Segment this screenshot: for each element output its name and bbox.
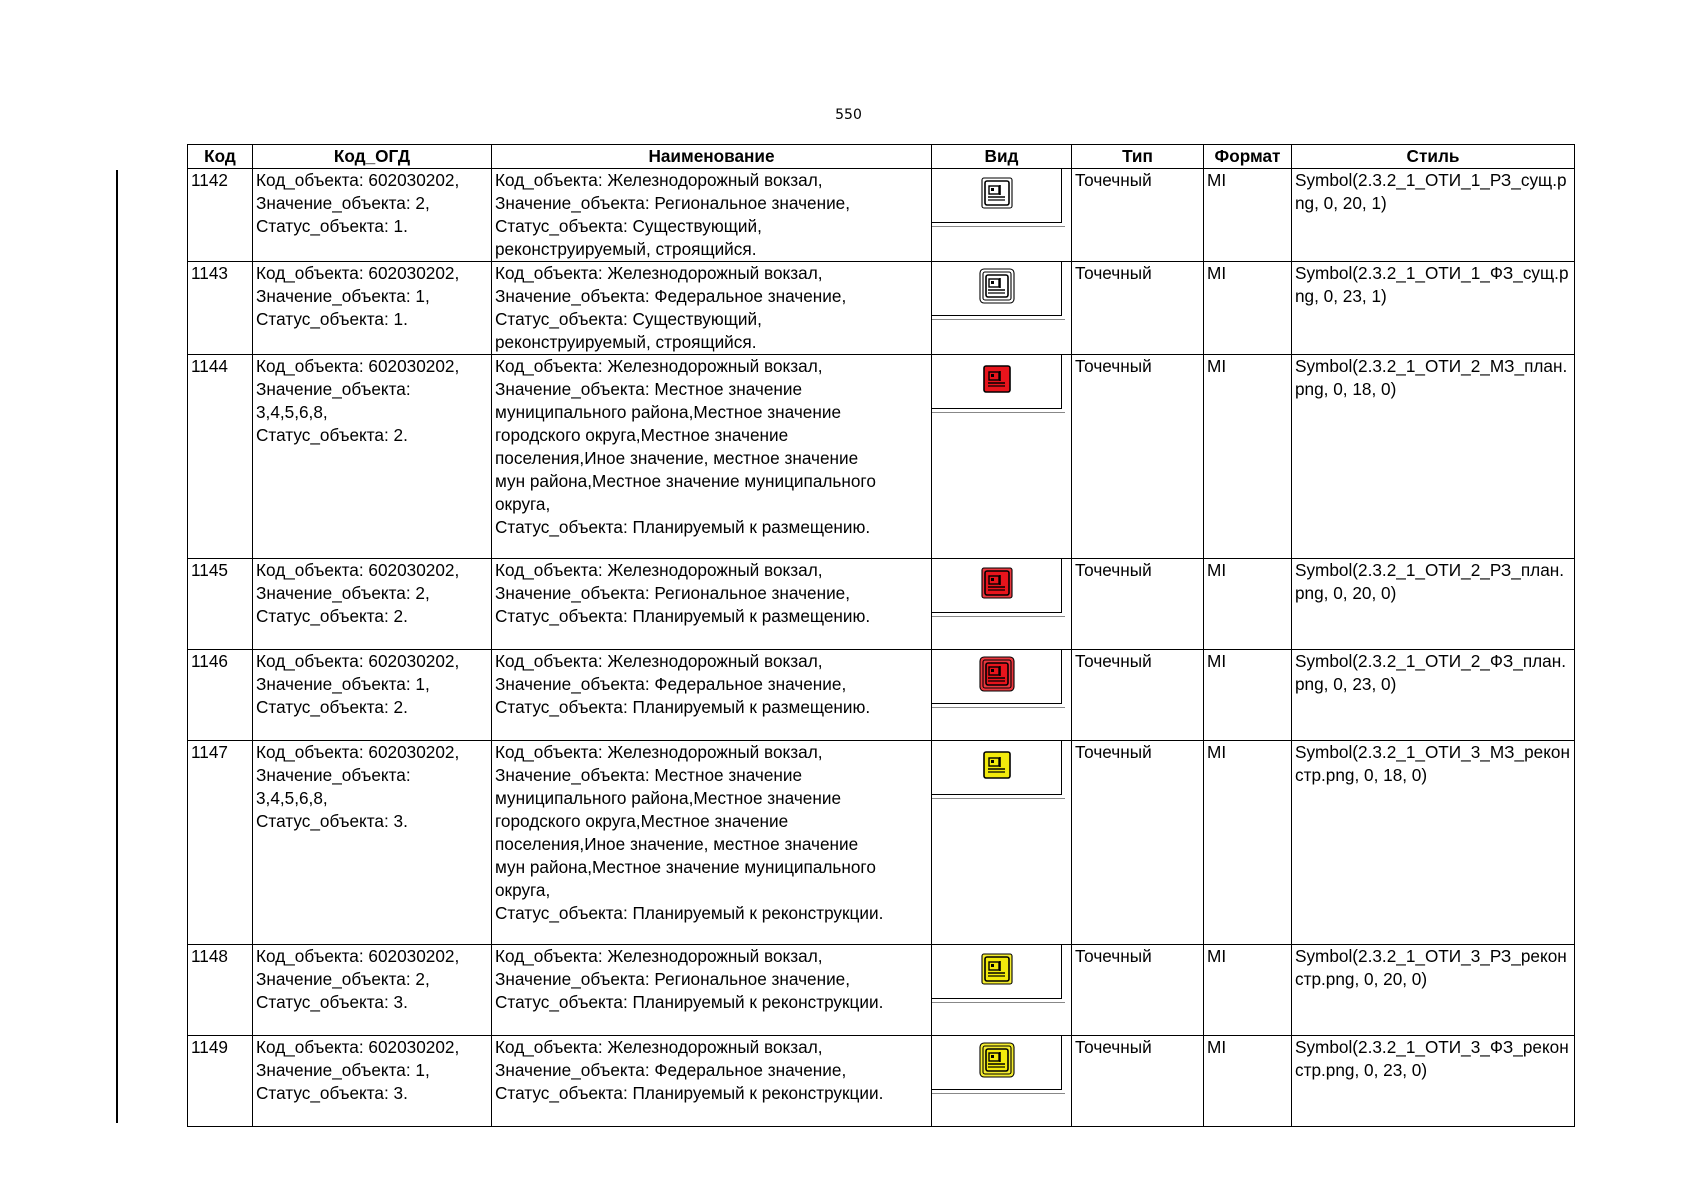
railway-station-reconstruction-regional-icon <box>981 953 1013 991</box>
row-vid <box>932 741 1072 945</box>
row-kod: 1146 <box>188 650 253 741</box>
row-kod-ogd: Код_объекта: 602030202, Значение_объекта: 2, Статус_объекта: 2. <box>253 559 492 650</box>
row-kod-ogd: Код_объекта: 602030202, Значение_объекта: 3,4,5,6,8, Статус_объекта: 3. <box>253 741 492 945</box>
symbol-preview-box <box>932 262 1062 316</box>
row-kod-ogd: Код_объекта: 602030202, Значение_объекта: 1, Статус_объекта: 3. <box>253 1036 492 1127</box>
row-name: Код_объекта: Железнодорожный вокзал, Значение_объекта: Федеральное значение, Статус_объекта: Существующий, реконструируемый, строящийся. <box>492 262 932 355</box>
railway-station-planned-local-icon <box>983 365 1011 399</box>
header-style: Стиль <box>1292 145 1575 169</box>
row-format: MI <box>1204 262 1292 355</box>
table-row <box>188 262 1575 355</box>
row-vid <box>932 650 1072 741</box>
railway-station-existing-regional-icon <box>981 177 1013 215</box>
row-tip: Точечный <box>1072 741 1204 945</box>
row-name: Код_объекта: Железнодорожный вокзал, Значение_объекта: Местное значение муниципального района,Местное значение городского округа,Местное значение поселения,Иное значение, местное значение мун района,Местное значение муниципального округа, Статус_объекта: Планируемый к размещению. <box>492 355 932 559</box>
margin-line <box>116 170 118 1123</box>
row-vid <box>932 169 1072 262</box>
row-style: Symbol(2.3.2_1_ОТИ_1_РЗ_сущ.png, 0, 20, 1) <box>1292 169 1575 262</box>
row-name: Код_объекта: Железнодорожный вокзал, Значение_объекта: Региональное значение, Статус_объекта: Планируемый к реконструкции. <box>492 945 932 1036</box>
symbol-preview-box <box>932 650 1062 704</box>
table-row <box>188 559 1575 650</box>
row-format: MI <box>1204 945 1292 1036</box>
row-tip: Точечный <box>1072 355 1204 559</box>
row-name: Код_объекта: Железнодорожный вокзал, Значение_объекта: Федеральное значение, Статус_объекта: Планируемый к размещению. <box>492 650 932 741</box>
page-number: 550 <box>835 107 862 123</box>
row-style: Symbol(2.3.2_1_ОТИ_1_ФЗ_сущ.png, 0, 23, 1) <box>1292 262 1575 355</box>
table-row <box>188 169 1575 262</box>
row-name: Код_объекта: Железнодорожный вокзал, Значение_объекта: Федеральное значение, Статус_объекта: Планируемый к реконструкции. <box>492 1036 932 1127</box>
row-kod-ogd: Код_объекта: 602030202, Значение_объекта: 3,4,5,6,8, Статус_объекта: 2. <box>253 355 492 559</box>
row-kod: 1147 <box>188 741 253 945</box>
row-format: MI <box>1204 650 1292 741</box>
row-kod: 1142 <box>188 169 253 262</box>
row-format: MI <box>1204 741 1292 945</box>
row-kod: 1144 <box>188 355 253 559</box>
row-name: Код_объекта: Железнодорожный вокзал, Значение_объекта: Региональное значение, Статус_объекта: Планируемый к размещению. <box>492 559 932 650</box>
row-kod-ogd: Код_объекта: 602030202, Значение_объекта: 1, Статус_объекта: 2. <box>253 650 492 741</box>
row-kod: 1143 <box>188 262 253 355</box>
row-kod-ogd: Код_объекта: 602030202, Значение_объекта: 2, Статус_объекта: 3. <box>253 945 492 1036</box>
symbol-registry-table <box>187 144 1575 1127</box>
row-kod-ogd: Код_объекта: 602030202, Значение_объекта: 2, Статус_объекта: 1. <box>253 169 492 262</box>
railway-station-reconstruction-federal-icon <box>979 1042 1015 1084</box>
row-vid <box>932 355 1072 559</box>
row-tip: Точечный <box>1072 650 1204 741</box>
row-format: MI <box>1204 169 1292 262</box>
header-format: Формат <box>1204 145 1292 169</box>
row-style: Symbol(2.3.2_1_ОТИ_3_ФЗ_реконстр.png, 0, 23, 0) <box>1292 1036 1575 1127</box>
railway-station-existing-federal-icon <box>979 268 1015 310</box>
railway-station-reconstruction-local-icon <box>983 751 1011 785</box>
row-vid <box>932 1036 1072 1127</box>
table-row <box>188 1036 1575 1127</box>
row-style: Symbol(2.3.2_1_ОТИ_3_РЗ_реконстр.png, 0, 20, 0) <box>1292 945 1575 1036</box>
header-name: Наименование <box>492 145 932 169</box>
row-style: Symbol(2.3.2_1_ОТИ_2_ФЗ_план.png, 0, 23, 0) <box>1292 650 1575 741</box>
row-tip: Точечный <box>1072 559 1204 650</box>
row-tip: Точечный <box>1072 1036 1204 1127</box>
row-tip: Точечный <box>1072 945 1204 1036</box>
symbol-preview-box <box>932 355 1062 409</box>
row-style: Symbol(2.3.2_1_ОТИ_2_МЗ_план.png, 0, 18, 0) <box>1292 355 1575 559</box>
row-kod: 1149 <box>188 1036 253 1127</box>
header-kod-ogd: Код_ОГД <box>253 145 492 169</box>
row-name: Код_объекта: Железнодорожный вокзал, Значение_объекта: Местное значение муниципального района,Местное значение городского округа,Местное значение поселения,Иное значение, местное значение мун района,Местное значение муниципального округа, Статус_объекта: Планируемый к реконструкции. <box>492 741 932 945</box>
header-tip: Тип <box>1072 145 1204 169</box>
row-style: Symbol(2.3.2_1_ОТИ_3_МЗ_реконстр.png, 0, 18, 0) <box>1292 741 1575 945</box>
table-row <box>188 945 1575 1036</box>
row-kod: 1148 <box>188 945 253 1036</box>
symbol-preview-box <box>932 945 1062 999</box>
row-kod: 1145 <box>188 559 253 650</box>
table-row <box>188 650 1575 741</box>
row-name: Код_объекта: Железнодорожный вокзал, Значение_объекта: Региональное значение, Статус_объекта: Существующий, реконструируемый, строящийся. <box>492 169 932 262</box>
row-tip: Точечный <box>1072 262 1204 355</box>
row-kod-ogd: Код_объекта: 602030202, Значение_объекта: 1, Статус_объекта: 1. <box>253 262 492 355</box>
table-header-row <box>188 145 1575 169</box>
symbol-preview-box <box>932 169 1062 223</box>
row-vid <box>932 262 1072 355</box>
row-vid <box>932 945 1072 1036</box>
railway-station-planned-regional-icon <box>981 567 1013 605</box>
row-style: Symbol(2.3.2_1_ОТИ_2_РЗ_план.png, 0, 20, 0) <box>1292 559 1575 650</box>
table-row <box>188 355 1575 559</box>
table-row <box>188 741 1575 945</box>
header-vid: Вид <box>932 145 1072 169</box>
row-format: MI <box>1204 559 1292 650</box>
symbol-preview-box <box>932 741 1062 795</box>
row-vid <box>932 559 1072 650</box>
row-format: MI <box>1204 355 1292 559</box>
header-kod: Код <box>188 145 253 169</box>
row-tip: Точечный <box>1072 169 1204 262</box>
railway-station-planned-federal-icon <box>979 656 1015 698</box>
symbol-preview-box <box>932 559 1062 613</box>
symbol-preview-box <box>932 1036 1062 1090</box>
row-format: MI <box>1204 1036 1292 1127</box>
